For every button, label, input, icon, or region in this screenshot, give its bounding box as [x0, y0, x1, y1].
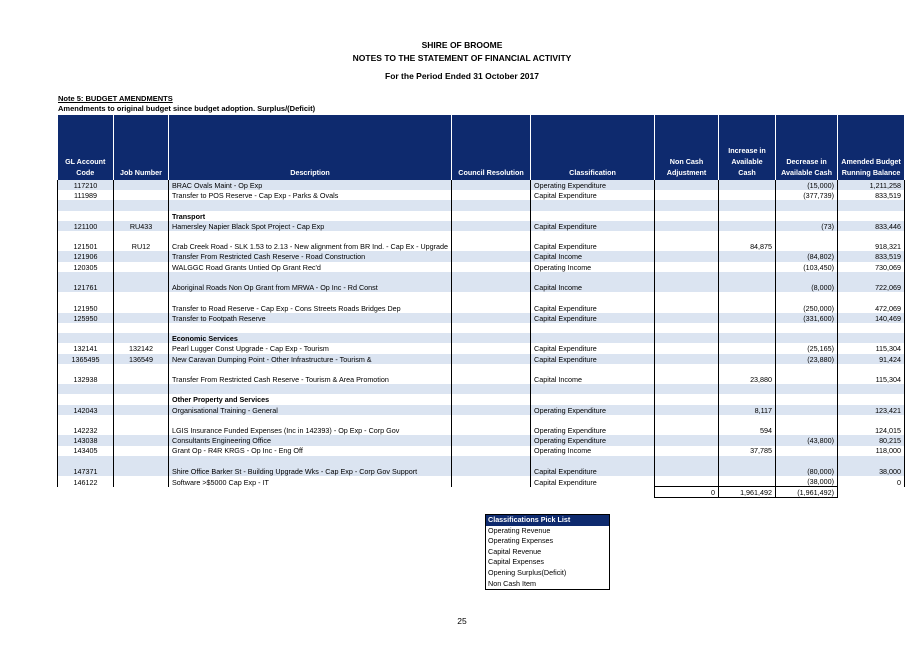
increase-cell: [719, 292, 776, 313]
decrease-cell: (250,000): [776, 292, 838, 313]
council-resolution-cell: [452, 231, 531, 252]
table-row: [58, 231, 905, 252]
council-resolution-cell: [452, 211, 531, 221]
increase-cell: 84,875: [719, 231, 776, 252]
total-non-cash: 0: [655, 487, 719, 498]
pick-list-item: Capital Revenue: [488, 546, 542, 556]
table-row: [58, 180, 905, 190]
description-cell: Pearl Lugger Const Upgrade - Cap Exp - Tourism: [169, 343, 452, 353]
classification-cell: Capital Income: [531, 251, 655, 261]
table-row: [58, 262, 905, 272]
table-row: [58, 221, 905, 231]
table-row: [58, 323, 905, 333]
classification-cell: Capital Expenditure: [531, 456, 655, 477]
job-number-cell: [114, 394, 169, 404]
balance-cell: [838, 394, 905, 404]
table-row: [58, 343, 905, 353]
non-cash-cell: [655, 251, 719, 261]
balance-cell: 0: [838, 476, 905, 487]
total-decrease: (1,961,492): [776, 487, 838, 498]
increase-cell: [719, 313, 776, 323]
description-cell: New Caravan Dumping Point - Other Infrastructure - Tourism &: [169, 354, 452, 364]
job-number-cell: [114, 323, 169, 333]
balance-cell: 918,321: [838, 231, 905, 252]
non-cash-cell: [655, 323, 719, 333]
non-cash-cell: [655, 221, 719, 231]
council-resolution-cell: [452, 415, 531, 436]
decrease-cell: (25,165): [776, 343, 838, 353]
job-number-cell: RU433: [114, 221, 169, 231]
balance-cell: [838, 333, 905, 343]
description-cell: Transfer to Footpath Reserve: [169, 313, 452, 323]
non-cash-cell: [655, 292, 719, 313]
non-cash-cell: [655, 200, 719, 210]
decrease-cell: (73): [776, 221, 838, 231]
table-row: [58, 251, 905, 261]
balance-cell: 833,519: [838, 190, 905, 200]
balance-cell: 722,069: [838, 272, 905, 293]
description-cell: LGIS Insurance Funded Expenses (Inc in 142393) - Op Exp - Corp Gov: [169, 415, 452, 436]
council-resolution-cell: [452, 292, 531, 313]
balance-cell: [838, 200, 905, 210]
gl-code-cell: 121950: [58, 292, 114, 313]
council-resolution-cell: [452, 272, 531, 293]
job-number-cell: [114, 415, 169, 436]
gl-code-cell: 125950: [58, 313, 114, 323]
decrease-cell: (80,000): [776, 456, 838, 477]
budget-amendments-table: [57, 115, 905, 498]
non-cash-cell: [655, 190, 719, 200]
table-row: [58, 354, 905, 364]
description-cell: [169, 200, 452, 210]
non-cash-cell: [655, 354, 719, 364]
gl-code-cell: 120305: [58, 262, 114, 272]
col-gl-code: GL Account Code: [58, 115, 114, 180]
gl-code-cell: [58, 333, 114, 343]
council-resolution-cell: [452, 313, 531, 323]
balance-cell: 833,519: [838, 251, 905, 261]
gl-code-cell: [58, 394, 114, 404]
decrease-cell: [776, 415, 838, 436]
classification-cell: Capital Expenditure: [531, 476, 655, 487]
council-resolution-cell: [452, 435, 531, 445]
increase-cell: [719, 456, 776, 477]
table-row: [58, 211, 905, 221]
note-title: Note 5: BUDGET AMENDMENTS: [58, 94, 173, 103]
job-number-cell: [114, 364, 169, 385]
increase-cell: [719, 272, 776, 293]
classification-cell: Capital Income: [531, 364, 655, 385]
balance-cell: 118,000: [838, 446, 905, 456]
balance-cell: 1,211,258: [838, 180, 905, 190]
council-resolution-cell: [452, 354, 531, 364]
table-row: [58, 364, 905, 385]
totals-row: [58, 487, 905, 498]
increase-cell: [719, 200, 776, 210]
gl-code-cell: [58, 384, 114, 394]
balance-cell: [838, 323, 905, 333]
page-number: 25: [457, 616, 467, 626]
decrease-cell: [776, 333, 838, 343]
classification-cell: Capital Expenditure: [531, 221, 655, 231]
increase-cell: [719, 476, 776, 487]
decrease-cell: (84,802): [776, 251, 838, 261]
gl-code-cell: 121761: [58, 272, 114, 293]
increase-cell: [719, 435, 776, 445]
description-cell: Consultants Engineering Office: [169, 435, 452, 445]
job-number-cell: [114, 333, 169, 343]
gl-code-cell: 147371: [58, 456, 114, 477]
classification-cell: Capital Expenditure: [531, 343, 655, 353]
non-cash-cell: [655, 211, 719, 221]
decrease-cell: [776, 384, 838, 394]
increase-cell: 23,880: [719, 364, 776, 385]
note-subtitle: Amendments to original budget since budget adoption. Surplus/(Deficit): [58, 104, 316, 113]
increase-cell: [719, 323, 776, 333]
increase-cell: [719, 394, 776, 404]
gl-code-cell: [58, 211, 114, 221]
classification-cell: [531, 394, 655, 404]
classification-cell: Capital Expenditure: [531, 354, 655, 364]
description-cell: Hamersley Napier Black Spot Project - Cap Exp: [169, 221, 452, 231]
description-cell: Shire Office Barker St - Building Upgrade Wks - Cap Exp - Corp Gov Support: [169, 456, 452, 477]
classification-cell: Capital Expenditure: [531, 292, 655, 313]
increase-cell: [719, 262, 776, 272]
classification-cell: Capital Expenditure: [531, 190, 655, 200]
job-number-cell: [114, 211, 169, 221]
total-increase: 1,961,492: [719, 487, 776, 498]
decrease-cell: (103,450): [776, 262, 838, 272]
balance-cell: 91,424: [838, 354, 905, 364]
job-number-cell: RU12: [114, 231, 169, 252]
council-resolution-cell: [452, 251, 531, 261]
decrease-cell: [776, 446, 838, 456]
classification-cell: [531, 200, 655, 210]
gl-code-cell: 121100: [58, 221, 114, 231]
council-resolution-cell: [452, 394, 531, 404]
col-decrease: Decrease in Available Cash: [776, 115, 838, 180]
decrease-cell: [776, 405, 838, 415]
classification-cell: [531, 211, 655, 221]
increase-cell: 594: [719, 415, 776, 436]
job-number-cell: [114, 456, 169, 477]
council-resolution-cell: [452, 364, 531, 385]
col-description: Description: [169, 115, 452, 180]
non-cash-cell: [655, 313, 719, 323]
description-cell: Grant Op - R4R KRGS - Op Inc - Eng Off: [169, 446, 452, 456]
council-resolution-cell: [452, 190, 531, 200]
description-cell: Software >$5000 Cap Exp - IT: [169, 476, 452, 487]
table-row: [58, 415, 905, 436]
decrease-cell: [776, 211, 838, 221]
decrease-cell: (43,800): [776, 435, 838, 445]
table-row: [58, 333, 905, 343]
council-resolution-cell: [452, 200, 531, 210]
description-cell: Economic Services: [169, 333, 452, 343]
gl-code-cell: 142232: [58, 415, 114, 436]
job-number-cell: [114, 476, 169, 487]
description-cell: Organisational Training - General: [169, 405, 452, 415]
classification-cell: Operating Expenditure: [531, 180, 655, 190]
decrease-cell: (38,000): [776, 476, 838, 487]
description-cell: Transport: [169, 211, 452, 221]
increase-cell: [719, 384, 776, 394]
table-row: [58, 456, 905, 477]
pick-list-item: Non Cash Item: [488, 578, 536, 588]
table-row: [58, 394, 905, 404]
job-number-cell: [114, 190, 169, 200]
gl-code-cell: 146122: [58, 476, 114, 487]
non-cash-cell: [655, 435, 719, 445]
gl-code-cell: 1365495: [58, 354, 114, 364]
pick-list-item: Operating Expenses: [488, 536, 554, 546]
gl-code-cell: 111989: [58, 190, 114, 200]
gl-code-cell: [58, 323, 114, 333]
balance-cell: 124,015: [838, 415, 905, 436]
pick-list-title: Classifications Pick List: [486, 515, 609, 526]
classification-cell: [531, 333, 655, 343]
classification-cell: Operating Expenditure: [531, 435, 655, 445]
increase-cell: 37,785: [719, 446, 776, 456]
decrease-cell: [776, 200, 838, 210]
non-cash-cell: [655, 456, 719, 477]
decrease-cell: [776, 364, 838, 385]
council-resolution-cell: [452, 262, 531, 272]
non-cash-cell: [655, 180, 719, 190]
classifications-pick-list: [485, 514, 610, 590]
council-resolution-cell: [452, 343, 531, 353]
non-cash-cell: [655, 394, 719, 404]
job-number-cell: [114, 200, 169, 210]
pick-list-item: Opening Surplus(Deficit): [488, 567, 567, 577]
non-cash-cell: [655, 343, 719, 353]
decrease-cell: [776, 394, 838, 404]
gl-code-cell: 132938: [58, 364, 114, 385]
increase-cell: [719, 251, 776, 261]
table-row: [58, 292, 905, 313]
balance-cell: [838, 211, 905, 221]
pick-list-item: Operating Revenue: [488, 525, 551, 535]
increase-cell: [719, 354, 776, 364]
balance-cell: 472,069: [838, 292, 905, 313]
gl-code-cell: 143038: [58, 435, 114, 445]
non-cash-cell: [655, 446, 719, 456]
non-cash-cell: [655, 231, 719, 252]
decrease-cell: [776, 323, 838, 333]
gl-code-cell: 143405: [58, 446, 114, 456]
balance-cell: 80,215: [838, 435, 905, 445]
description-cell: Aboriginal Roads Non Op Grant from MRWA - Op Inc - Rd Const: [169, 272, 452, 293]
council-resolution-cell: [452, 446, 531, 456]
job-number-cell: [114, 292, 169, 313]
table-row: [58, 313, 905, 323]
description-cell: Crab Creek Road - SLK 1.53 to 2.13 - New alignment from BR Ind. - Cap Ex - Upgrade: [169, 231, 452, 252]
increase-cell: [719, 343, 776, 353]
col-increase: Increase in Available Cash: [719, 115, 776, 180]
report-period: For the Period Ended 31 October 2017: [385, 71, 539, 81]
balance-cell: 730,069: [838, 262, 905, 272]
description-cell: [169, 384, 452, 394]
description-cell: Transfer From Restricted Cash Reserve - Road Construction: [169, 251, 452, 261]
balance-cell: 115,304: [838, 343, 905, 353]
council-resolution-cell: [452, 221, 531, 231]
increase-cell: [719, 221, 776, 231]
increase-cell: [719, 211, 776, 221]
balance-cell: 115,304: [838, 364, 905, 385]
gl-code-cell: 117210: [58, 180, 114, 190]
table-row: [58, 435, 905, 445]
job-number-cell: [114, 180, 169, 190]
non-cash-cell: [655, 262, 719, 272]
job-number-cell: [114, 405, 169, 415]
job-number-cell: [114, 435, 169, 445]
non-cash-cell: [655, 364, 719, 385]
council-resolution-cell: [452, 180, 531, 190]
balance-cell: 833,446: [838, 221, 905, 231]
decrease-cell: [776, 231, 838, 252]
job-number-cell: [114, 384, 169, 394]
report-title: NOTES TO THE STATEMENT OF FINANCIAL ACTIVITY: [352, 53, 572, 63]
job-number-cell: 132142: [114, 343, 169, 353]
increase-cell: [719, 180, 776, 190]
non-cash-cell: [655, 384, 719, 394]
balance-cell: 123,421: [838, 405, 905, 415]
balance-cell: [838, 384, 905, 394]
col-classification: Classification: [531, 115, 655, 180]
description-cell: [169, 323, 452, 333]
gl-code-cell: [58, 200, 114, 210]
table-row: [58, 272, 905, 293]
classification-cell: Operating Expenditure: [531, 415, 655, 436]
council-resolution-cell: [452, 476, 531, 487]
non-cash-cell: [655, 333, 719, 343]
council-resolution-cell: [452, 323, 531, 333]
description-cell: BRAC Ovals Maint - Op Exp: [169, 180, 452, 190]
classification-cell: Operating Expenditure: [531, 405, 655, 415]
job-number-cell: [114, 313, 169, 323]
classification-cell: Capital Expenditure: [531, 313, 655, 323]
description-cell: Transfer to Road Reserve - Cap Exp - Cons Streets Roads Bridges Dep: [169, 292, 452, 313]
gl-code-cell: 142043: [58, 405, 114, 415]
gl-code-cell: 121501: [58, 231, 114, 252]
col-job-number: Job Number: [114, 115, 169, 180]
org-name: SHIRE OF BROOME: [421, 40, 503, 50]
increase-cell: [719, 333, 776, 343]
table-row: [58, 384, 905, 394]
balance-cell: 38,000: [838, 456, 905, 477]
col-council-resolution: Council Resolution: [452, 115, 531, 180]
classification-cell: Operating Income: [531, 262, 655, 272]
pick-list-item: Capital Expenses: [488, 557, 544, 567]
col-non-cash: Non Cash Adjustment: [655, 115, 719, 180]
description-cell: Other Property and Services: [169, 394, 452, 404]
job-number-cell: [114, 251, 169, 261]
balance-cell: 140,469: [838, 313, 905, 323]
gl-code-cell: 132141: [58, 343, 114, 353]
table-row: [58, 405, 905, 415]
council-resolution-cell: [452, 333, 531, 343]
decrease-cell: (377,739): [776, 190, 838, 200]
council-resolution-cell: [452, 384, 531, 394]
decrease-cell: (331,600): [776, 313, 838, 323]
table-row: [58, 476, 905, 487]
increase-cell: [719, 190, 776, 200]
job-number-cell: [114, 446, 169, 456]
increase-cell: 8,117: [719, 405, 776, 415]
classification-cell: Operating Income: [531, 446, 655, 456]
table-row: [58, 200, 905, 210]
non-cash-cell: [655, 405, 719, 415]
classification-cell: Capital Expenditure: [531, 231, 655, 252]
description-cell: Transfer to POS Reserve - Cap Exp - Parks & Ovals: [169, 190, 452, 200]
table-header-row: [58, 115, 905, 180]
classification-cell: [531, 384, 655, 394]
decrease-cell: (8,000): [776, 272, 838, 293]
decrease-cell: (15,000): [776, 180, 838, 190]
non-cash-cell: [655, 272, 719, 293]
council-resolution-cell: [452, 405, 531, 415]
decrease-cell: (23,880): [776, 354, 838, 364]
table-row: [58, 446, 905, 456]
non-cash-cell: [655, 476, 719, 487]
job-number-cell: 136549: [114, 354, 169, 364]
job-number-cell: [114, 262, 169, 272]
classification-cell: Capital Income: [531, 272, 655, 293]
classification-cell: [531, 323, 655, 333]
council-resolution-cell: [452, 456, 531, 477]
description-cell: Transfer From Restricted Cash Reserve - Tourism & Area Promotion: [169, 364, 452, 385]
gl-code-cell: 121906: [58, 251, 114, 261]
job-number-cell: [114, 272, 169, 293]
non-cash-cell: [655, 415, 719, 436]
table-row: [58, 190, 905, 200]
description-cell: WALGGC Road Grants Untied Op Grant Rec'd: [169, 262, 452, 272]
col-balance: Amended Budget Running Balance: [838, 115, 905, 180]
